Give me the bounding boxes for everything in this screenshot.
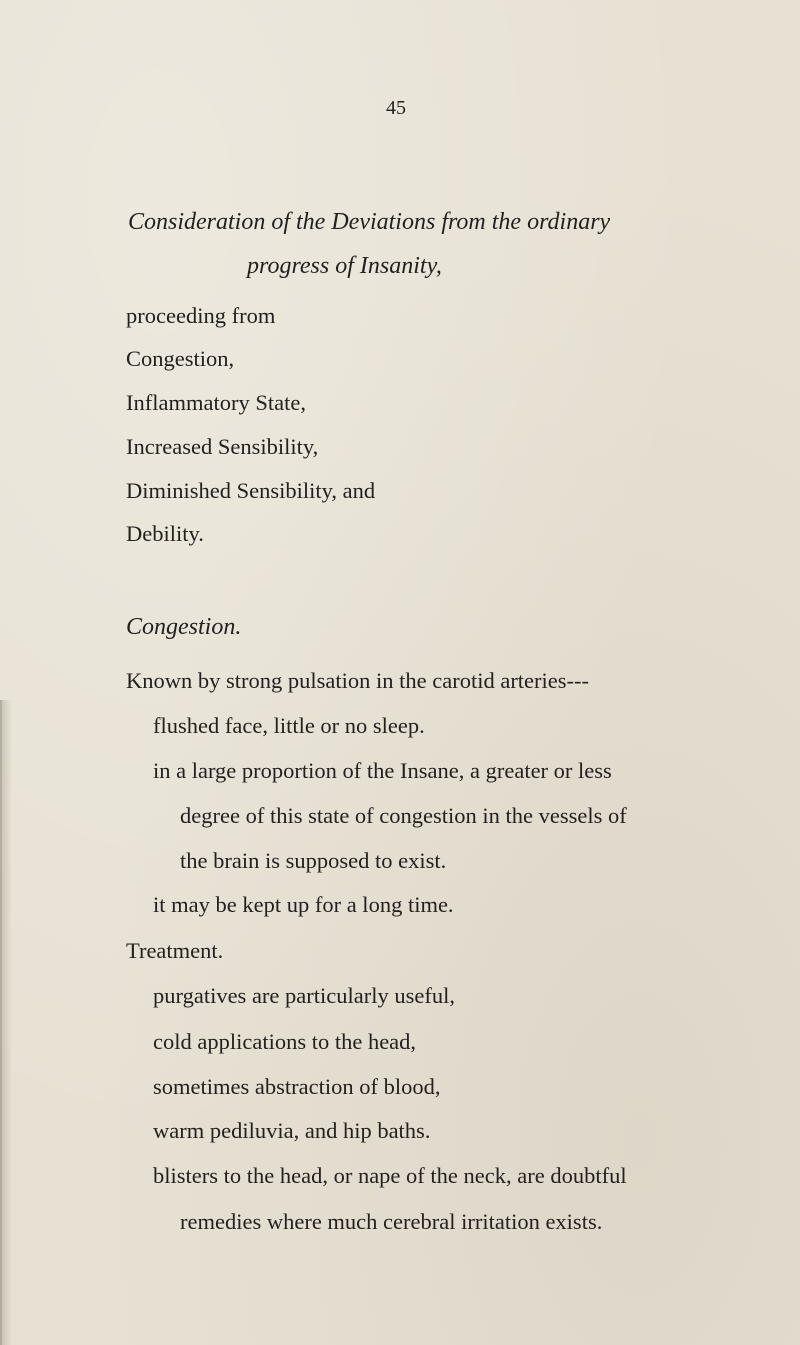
body-line: it may be kept up for a long time.	[153, 892, 454, 917]
treatment-line: purgatives are particularly useful,	[153, 983, 455, 1008]
body-line: flushed face, little or no sleep.	[153, 713, 425, 738]
body-line: in a large proportion of the Insane, a greater or less	[153, 758, 612, 783]
body-line: degree of this state of congestion in the vessels of	[180, 803, 627, 828]
page-edge-shadow	[0, 700, 12, 1345]
intro-line: Debility.	[126, 521, 204, 546]
intro-line: Diminished Sensibility, and	[126, 478, 376, 503]
treatment-line: warm pediluvia, and hip baths.	[153, 1118, 431, 1143]
title-line-2: progress of Insanity,	[247, 253, 442, 279]
treatment-line: cold applications to the head,	[153, 1029, 417, 1054]
page-number: 45	[386, 97, 406, 119]
treatment-line: blisters to the head, or nape of the neck, are doubtful	[153, 1163, 627, 1188]
treatment-heading: Treatment.	[126, 938, 224, 963]
intro-line: proceeding from	[126, 303, 276, 328]
section-heading: Congestion.	[126, 614, 242, 640]
intro-line: Congestion,	[126, 346, 235, 371]
body-line: the brain is supposed to exist.	[180, 848, 447, 873]
treatment-line: remedies where much cerebral irritation exists.	[180, 1209, 603, 1234]
body-line: Known by strong pulsation in the carotid arteries---	[126, 668, 590, 693]
treatment-line: sometimes abstraction of blood,	[153, 1074, 441, 1099]
intro-line: Increased Sensibility,	[126, 434, 319, 459]
title-line-1: Consideration of the Deviations from the ordinary	[128, 209, 611, 235]
intro-line: Inflammatory State,	[126, 390, 306, 415]
